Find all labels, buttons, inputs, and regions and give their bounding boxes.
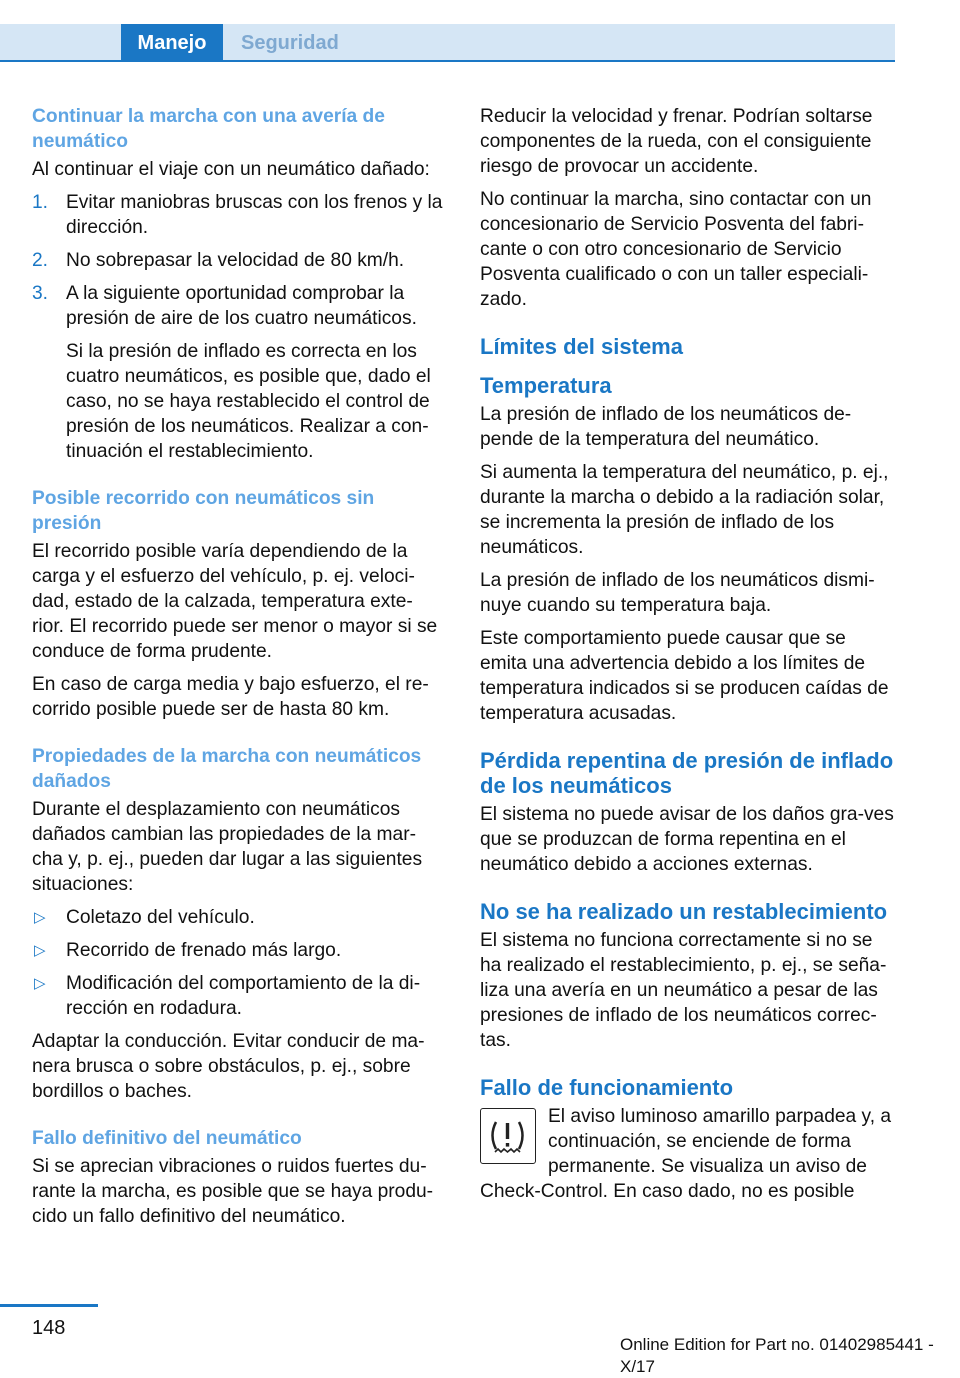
list-item xyxy=(32,905,444,930)
list-item xyxy=(32,971,444,1021)
paragraph-text: El aviso luminoso amarillo parpadea y, a continuación, se enciende de forma permanente. Se visualiza un aviso de Check-Control. En caso dado, no es posible xyxy=(480,1106,892,1202)
numbered-list xyxy=(32,190,444,464)
section-heading: Fallo de funcionamiento xyxy=(480,1075,734,1100)
paragraph: La presión de inflado de los neumáticos dismi‐nuye cuando su temperatura baja. xyxy=(480,570,875,616)
list-item-text: No sobrepasar la velocidad de 80 km/h. xyxy=(66,250,405,271)
section-heading: No se ha realizado un restablecimiento xyxy=(480,899,888,924)
paragraph: Reducir la velocidad y frenar. Podrían soltarse componentes de la rueda, con el consiguiente riesgo de provocar un accidente. xyxy=(480,106,873,177)
paragraph: Al continuar el viaje con un neumático dañado: xyxy=(32,159,430,180)
list-item-text: Coletazo del vehículo. xyxy=(66,907,255,928)
paragraph: El sistema no funciona correctamente si no se ha realizado el restablecimiento, p. ej., se seña‐liza una avería en un neumático a pesar de las presiones de inflado de los neumáticos correc‐tas. xyxy=(480,930,887,1051)
tire-pressure-warning-icon xyxy=(480,1108,536,1164)
section-title: Propiedades de la marcha con neumáticos dañados xyxy=(32,746,422,792)
paragraph: No continuar la marcha, sino contactar con un concesionario de Servicio Posventa del fabri‐cante o con otro concesionario de Servicio Posventa cualificado o con un taller especiali‐zado. xyxy=(480,189,872,310)
edition-footer: Online Edition for Part no. 01402985441 - X/17 xyxy=(620,1335,934,1376)
section-heading: Pérdida repentina de presión de inflado de los neumáticos xyxy=(480,748,894,798)
section-heading: Límites del sistema xyxy=(480,334,683,359)
section-title: Continuar la marcha con una avería de neumático xyxy=(32,106,385,152)
triangle-bullet-icon: ▷ xyxy=(34,942,46,959)
tabbar-underline xyxy=(0,60,895,62)
section-heading: Temperatura xyxy=(480,373,612,398)
paragraph: Si aumenta la temperatura del neumático, p. ej., durante la marcha o debido a la radiación solar, se incrementa la presión de inflado de los neumáticos. xyxy=(480,462,889,558)
list-item-text: A la siguiente oportunidad comprobar la presión de aire de los cuatro neumáticos. xyxy=(66,283,417,329)
paragraph: Este comportamiento puede causar que se emita una advertencia debido a los límites de temperatura indicados si se producen caídas de temperatura acusadas. xyxy=(480,628,889,724)
list-item-text: Evitar maniobras bruscas con los frenos y la dirección. xyxy=(66,192,443,238)
left-column xyxy=(32,104,444,1237)
paragraph: El recorrido posible varía dependiendo de la carga y el esfuerzo del vehículo, p. ej. veloci‐dad, estado de la calzada, temperatura exte‐rior. El recorrido puede ser menor o mayor si se conduce de forma prudente. xyxy=(32,541,438,662)
footer-rule xyxy=(0,1304,98,1307)
list-item xyxy=(32,938,444,963)
list-item xyxy=(32,248,444,273)
list-number: 1. xyxy=(32,192,49,213)
list-item-text: Recorrido de frenado más largo. xyxy=(66,940,342,961)
list-item-note: Si la presión de inflado es correcta en los cuatro neumáticos, es posible que, dado el caso, no se haya restablecido el control de presión de los neumáticos. Realizar a con‐tinuación el restablecimiento. xyxy=(66,341,431,462)
paragraph: La presión de inflado de los neumáticos de‐pende de la temperatura del neumático. xyxy=(480,404,852,450)
list-number: 2. xyxy=(32,250,49,271)
warning-paragraph xyxy=(480,1104,896,1204)
list-item xyxy=(32,190,444,240)
list-item-text: Modificación del comportamiento de la di‐rección en rodadura. xyxy=(66,973,421,1019)
paragraph: Si se aprecian vibraciones o ruidos fuertes du‐rante la marcha, es posible que se haya produ‐cido un fallo definitivo del neumático. xyxy=(32,1156,434,1227)
triangle-bullet-icon: ▷ xyxy=(34,909,46,926)
page-number: 148 xyxy=(32,1317,66,1339)
paragraph: Durante el desplazamiento con neumáticos dañados cambian las propiedades de la mar‐cha y, p. ej., pueden dar lugar a las siguientes situaciones: xyxy=(32,799,423,895)
section-title: Posible recorrido con neumáticos sin presión xyxy=(32,488,375,534)
right-column xyxy=(480,104,896,1204)
paragraph: Adaptar la conducción. Evitar conducir de ma‐nera brusca o sobre obstáculos, p. ej., sobre bordillos o baches. xyxy=(32,1031,425,1102)
bullet-list xyxy=(32,905,444,1021)
triangle-bullet-icon: ▷ xyxy=(34,975,46,992)
paragraph: El sistema no puede avisar de los daños gra‐ves que se produzcan de forma repentina en el neumático debido a acciones externas. xyxy=(480,804,894,875)
tab-manejo[interactable]: Manejo xyxy=(121,24,223,62)
list-item xyxy=(32,281,444,464)
tab-seguridad[interactable]: Seguridad xyxy=(241,32,339,54)
section-title: Fallo definitivo del neumático xyxy=(32,1128,302,1149)
header-tabbar xyxy=(0,24,895,62)
list-number: 3. xyxy=(32,283,49,304)
paragraph: En caso de carga media y bajo esfuerzo, el re‐corrido posible puede ser de hasta 80 km. xyxy=(32,674,429,720)
